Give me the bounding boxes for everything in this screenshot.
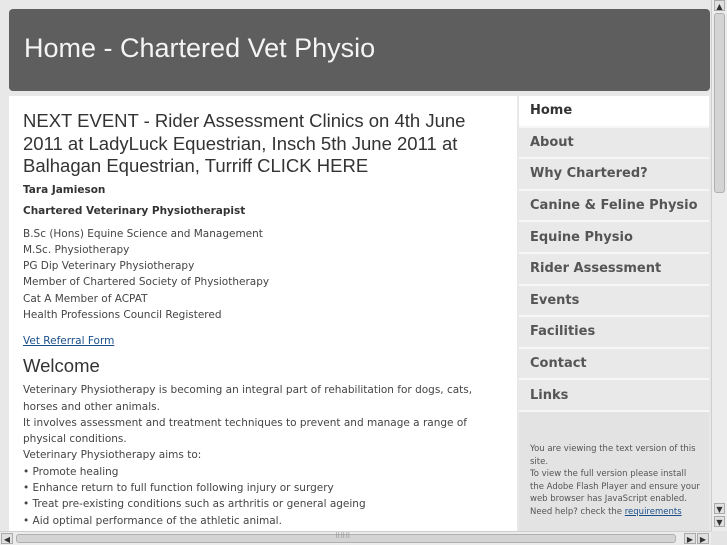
site-header bbox=[9, 9, 710, 91]
content-body bbox=[23, 110, 507, 532]
flash-notice-text: You are viewing the text version of this site. bbox=[530, 444, 696, 467]
horizontal-scrollbar[interactable] bbox=[0, 531, 711, 545]
qualification-item: PG Dip Veterinary Physiotherapy bbox=[23, 260, 195, 273]
bullet-item: • Treat pre-existing conditions such as arthritis or general ageing bbox=[23, 498, 366, 511]
scroll-left-arrow-icon[interactable]: ◀ bbox=[1, 533, 13, 544]
qualification-item: Member of Chartered Society of Physiotherapy bbox=[23, 276, 270, 289]
paragraph: Veterinary Physiotherapy is becoming an integral part of rehabilitation for dogs, cats, horses and other animals. bbox=[23, 384, 473, 413]
vertical-scrollbar[interactable] bbox=[711, 0, 727, 531]
flash-notice bbox=[519, 437, 709, 519]
qualification-item: Cat A Member of ACPAT bbox=[23, 292, 148, 305]
bullet-item: • Enhance return to full function following injury or surgery bbox=[23, 482, 334, 495]
flash-notice-text-2: To view the full version please install the Adobe Flash Player and ensure your web browser has JavaScript enabled. bbox=[530, 469, 700, 505]
nav-item-home[interactable]: Home bbox=[519, 96, 709, 128]
nav-item-events[interactable]: Events bbox=[519, 286, 709, 318]
qualification-item: Health Professions Council Registered bbox=[23, 308, 222, 321]
bullet-item: • Aid optimal performance of the athletic animal. bbox=[23, 514, 282, 527]
scroll-down-arrow-icon-2[interactable]: ▼ bbox=[714, 516, 725, 527]
qualification-item: B.Sc (Hons) Equine Science and Management bbox=[23, 227, 263, 240]
nav-item-about[interactable]: About bbox=[519, 128, 709, 160]
scroll-grip-icon: ⠿⠿⠿ bbox=[335, 532, 351, 540]
nav-item-rider-assessment[interactable]: Rider Assessment bbox=[519, 254, 709, 286]
qualification-item: M.Sc. Physiotherapy bbox=[23, 243, 130, 256]
scroll-right-arrow-icon-2[interactable]: ▶ bbox=[697, 533, 709, 544]
scroll-right-arrow-icon[interactable]: ▶ bbox=[684, 533, 696, 544]
practitioner-role: Chartered Veterinary Physiotherapist bbox=[23, 204, 246, 217]
nav-item-facilities[interactable]: Facilities bbox=[519, 317, 709, 349]
page-title: Home - Chartered Vet Physio bbox=[24, 33, 376, 63]
next-event-heading[interactable]: NEXT EVENT - Rider Assessment Clinics on 4th June 2011 at LadyLuck Equestrian, Insch 5th June 2011 at Balhagan Equestrian, Turriff CLICK HERE bbox=[23, 110, 466, 176]
scroll-up-arrow-icon[interactable]: ▲ bbox=[714, 0, 725, 11]
horizontal-scroll-thumb[interactable] bbox=[16, 534, 676, 543]
welcome-heading: Welcome bbox=[23, 355, 100, 377]
paragraph: Veterinary Physiotherapy aims to: bbox=[23, 449, 202, 462]
scrollbar-corner bbox=[711, 531, 727, 545]
nav-item-canine-feline-physio[interactable]: Canine & Feline Physio bbox=[519, 191, 709, 223]
vet-referral-link[interactable]: Vet Referral Form bbox=[23, 335, 115, 348]
nav-item-equine-physio[interactable]: Equine Physio bbox=[519, 222, 709, 254]
nav-item-links[interactable]: Links bbox=[519, 380, 709, 412]
requirements-link[interactable]: requirements bbox=[624, 506, 682, 517]
nav-item-contact[interactable]: Contact bbox=[519, 349, 709, 381]
scroll-down-arrow-icon[interactable]: ▼ bbox=[714, 503, 725, 514]
qualifications-list bbox=[23, 226, 507, 324]
nav-item-why-chartered[interactable]: Why Chartered? bbox=[519, 159, 709, 191]
main-content bbox=[9, 96, 517, 532]
practitioner-name: Tara Jamieson bbox=[23, 183, 106, 196]
paragraph: It involves assessment and treatment techniques to prevent and manage a range of physical conditions. bbox=[23, 416, 467, 446]
help-line bbox=[530, 506, 701, 519]
bullet-item: • Promote healing bbox=[23, 465, 119, 478]
vertical-scroll-thumb[interactable] bbox=[714, 13, 725, 193]
help-text: Need help? check the bbox=[530, 506, 625, 517]
sidebar-nav bbox=[519, 96, 709, 532]
